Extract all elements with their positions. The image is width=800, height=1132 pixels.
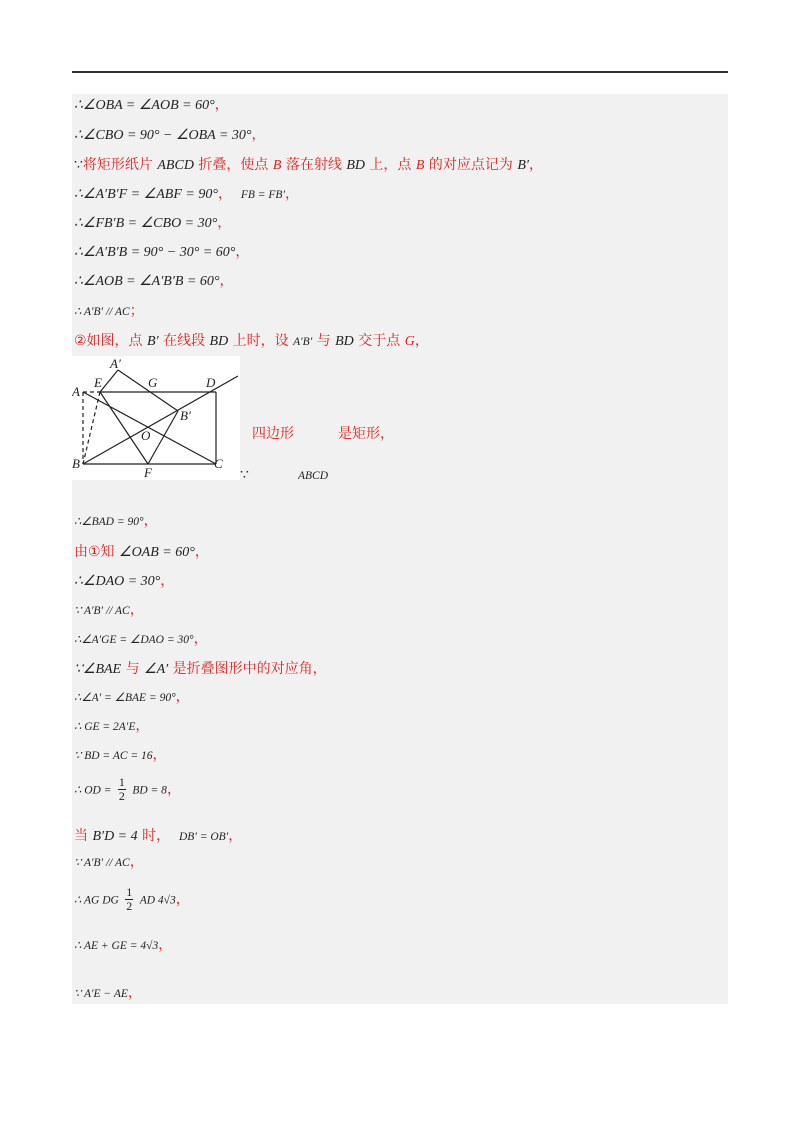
label-F: F — [144, 465, 152, 480]
fraction-half-2: $\frac{1}{2}$ — [126, 885, 133, 913]
label-B-prime: B′ — [180, 408, 191, 423]
step-line-14: ∵∠BAE 与 ∠A′ 是折叠图形中的对应角， — [74, 661, 327, 677]
step-line-17: ∵ BD = AC = 16， — [74, 747, 167, 763]
label-C: C — [214, 456, 223, 471]
case-two-heading: ②如图，点 B′ 在线段 BD 上时，设 A′B′ 与 BD 交于点 G， — [74, 333, 429, 349]
step-line-18: ∴ OD = $\frac{1}{2}$ BD = 8， — [74, 775, 181, 803]
step-line-20: ∵ A′B′ // AC， — [74, 854, 144, 870]
step-line-21: ∴ AG DG $\frac{1}{2}$ AD 4√3， — [74, 885, 190, 913]
step-line-5: ∴∠FB′B = ∠CBO = 30°， — [74, 215, 232, 231]
geometry-figure — [72, 356, 240, 480]
step-line-22: ∴ AE + GE = 4√3， — [74, 937, 173, 953]
step-line-12: ∵ A′B′ // AC， — [74, 602, 144, 618]
label-G: G — [148, 375, 158, 390]
step-line-16: ∴ GE = 2A′E， — [74, 718, 150, 734]
label-O: O — [141, 428, 151, 443]
step-line-6: ∴∠A′B′B = 90° − 30° = 60°， — [74, 244, 250, 260]
side-because: ∵ — [240, 467, 249, 483]
fraction-half: $\frac{1}{2}$ — [118, 775, 125, 803]
label-A-prime: A′ — [110, 356, 121, 371]
step-line-23: ∵ A′E − AE， — [74, 985, 142, 1001]
step-line-19: 当 B′D = 4 时， DB′ = OB′， — [74, 828, 243, 844]
side-text-quadrilateral: 四边形 — [252, 426, 294, 442]
step-line-3: ∵将矩形纸片 ABCD 折叠，使点 B 落在射线 BD 上，点 B 的对应点记为 B′， — [74, 157, 543, 173]
step-line-2: ∴∠CBO = 90° − ∠OBA = 30°， — [74, 127, 266, 143]
step-line-7: ∴∠AOB = ∠A′B′B = 60°， — [74, 273, 234, 289]
label-E: E — [94, 375, 102, 390]
label-B: B — [72, 456, 80, 471]
step-line-4: ∴∠A′B′F = ∠ABF = 90°， FB = FB′， — [74, 186, 299, 202]
header-rule — [72, 71, 728, 73]
step-line-9: ∴∠BAD = 90°， — [74, 513, 158, 529]
side-text-rectangle: 是矩形， — [338, 426, 394, 442]
step-line-13: ∴∠A′GE = ∠DAO = 30°， — [74, 631, 208, 647]
step-line-15: ∴∠A′ = ∠BAE = 90°， — [74, 689, 190, 705]
label-D: D — [206, 375, 216, 390]
side-abcd: ABCD — [298, 470, 329, 482]
label-A: A — [72, 384, 80, 399]
step-line-8: ∴ A′B′ // AC； — [74, 303, 144, 319]
fold-diagram — [72, 356, 240, 480]
step-line-11: ∴∠DAO = 30°， — [74, 573, 175, 589]
step-line-10: 由①知 ∠OAB = 60°， — [74, 544, 209, 560]
step-line-1: ∴∠OBA = ∠AOB = 60°， — [74, 97, 229, 113]
